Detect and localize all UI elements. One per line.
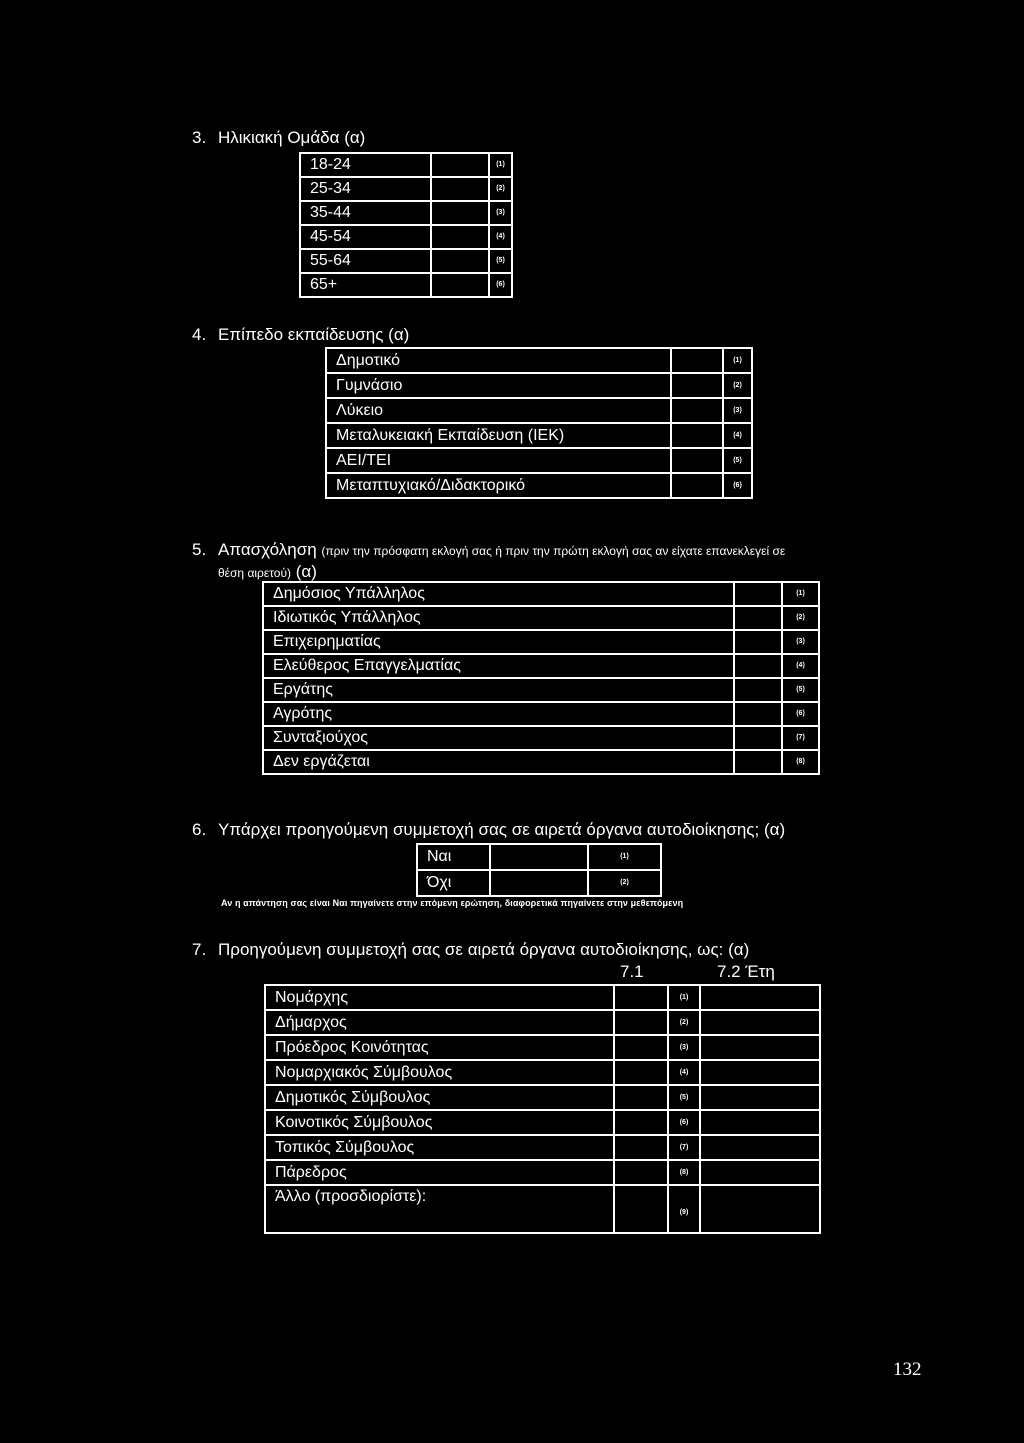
- answer-box[interactable]: [431, 201, 489, 225]
- years-box[interactable]: [700, 1185, 820, 1233]
- option-code: (8): [668, 1160, 700, 1185]
- question-text: Απασχόληση: [218, 540, 317, 559]
- question-text: Επίπεδο εκπαίδευσης (α): [218, 325, 410, 344]
- option-label: Ναι: [417, 844, 490, 870]
- question-text: Υπάρχει προηγούμενη συμμετοχή σας σε αιρετά όργανα αυτοδιοίκησης; (α): [218, 820, 786, 839]
- table-row: [326, 423, 752, 448]
- question-6-title: [192, 820, 785, 840]
- table-row: [300, 249, 512, 273]
- answer-box[interactable]: [734, 702, 782, 726]
- option-label: Πρόεδρος Κοινότητας: [265, 1035, 614, 1060]
- years-box[interactable]: [700, 1085, 820, 1110]
- question-number: 5.: [192, 540, 207, 559]
- answer-box[interactable]: [614, 1185, 668, 1233]
- question-4-title: [192, 325, 409, 345]
- answer-box[interactable]: [671, 473, 723, 498]
- option-code: (5): [723, 448, 752, 473]
- option-label: Δημοτικός Σύμβουλος: [265, 1085, 614, 1110]
- option-code: (4): [668, 1060, 700, 1085]
- table-row: [265, 1085, 820, 1110]
- answer-box[interactable]: [671, 448, 723, 473]
- option-code: (5): [668, 1085, 700, 1110]
- option-code: (9): [668, 1185, 700, 1233]
- option-code: (6): [489, 273, 512, 297]
- option-label: Τοπικός Σύμβουλος: [265, 1135, 614, 1160]
- answer-box[interactable]: [431, 177, 489, 201]
- years-box[interactable]: [700, 1060, 820, 1085]
- table-row: [326, 473, 752, 498]
- option-code: (5): [782, 678, 819, 702]
- question-note: (πριν την πρόσφατη εκλογή σας ή πριν την πρώτη εκλογή σας αν είχατε επανεκλεγεί σε: [321, 544, 786, 558]
- years-box[interactable]: [700, 1110, 820, 1135]
- answer-box[interactable]: [671, 398, 723, 423]
- table-row: [263, 630, 819, 654]
- option-code: (3): [489, 201, 512, 225]
- table-row: [300, 273, 512, 297]
- answer-box[interactable]: [431, 273, 489, 297]
- option-label: Δεν εργάζεται: [263, 750, 734, 774]
- age-group-table: [299, 152, 513, 298]
- option-label: Ιδιωτικός Υπάλληλος: [263, 606, 734, 630]
- years-box[interactable]: [700, 985, 820, 1010]
- option-label: Μεταπτυχιακό/Διδακτορικό: [326, 473, 671, 498]
- answer-box[interactable]: [614, 1085, 668, 1110]
- answer-box[interactable]: [734, 726, 782, 750]
- table-row: [263, 750, 819, 774]
- option-code: (5): [489, 249, 512, 273]
- option-code: (1): [723, 348, 752, 373]
- table-row: [417, 844, 661, 870]
- option-label: 55-64: [300, 249, 431, 273]
- option-label: 25-34: [300, 177, 431, 201]
- answer-box[interactable]: [614, 1160, 668, 1185]
- option-code: (1): [588, 844, 661, 870]
- option-label: 35-44: [300, 201, 431, 225]
- option-code: (7): [668, 1135, 700, 1160]
- page-number: 132: [893, 1359, 922, 1380]
- option-label: Δημόσιος Υπάλληλος: [263, 582, 734, 606]
- option-code: (4): [782, 654, 819, 678]
- table-row: [265, 1060, 820, 1085]
- table-row: [265, 1110, 820, 1135]
- option-label: Λύκειο: [326, 398, 671, 423]
- option-code: (1): [668, 985, 700, 1010]
- option-code: (7): [782, 726, 819, 750]
- question-number: 3.: [192, 128, 207, 147]
- option-code: (2): [668, 1010, 700, 1035]
- option-code: (3): [723, 398, 752, 423]
- employment-table: [262, 581, 820, 775]
- option-label: Δήμαρχος: [265, 1010, 614, 1035]
- option-code: (3): [782, 630, 819, 654]
- answer-box[interactable]: [614, 985, 668, 1010]
- table-row: [263, 606, 819, 630]
- option-code: (6): [782, 702, 819, 726]
- table-row: [265, 1035, 820, 1060]
- question-number: 7.: [192, 940, 207, 959]
- prior-roles-table: [264, 984, 821, 1234]
- table-row: [326, 373, 752, 398]
- answer-box[interactable]: [734, 750, 782, 774]
- option-label: 45-54: [300, 225, 431, 249]
- question-5-title-continued: [218, 562, 317, 583]
- question-5-title: [192, 540, 785, 561]
- table-row: [265, 1135, 820, 1160]
- option-label: Κοινοτικός Σύμβουλος: [265, 1110, 614, 1135]
- option-code: (2): [723, 373, 752, 398]
- option-label: Μεταλυκειακή Εκπαίδευση (IEK): [326, 423, 671, 448]
- answer-box[interactable]: [614, 1110, 668, 1135]
- answer-box[interactable]: [431, 249, 489, 273]
- question-number: 6.: [192, 820, 207, 839]
- table-row: [417, 870, 661, 896]
- table-row: [263, 582, 819, 606]
- years-box[interactable]: [700, 1135, 820, 1160]
- table-row: [263, 726, 819, 750]
- answer-box[interactable]: [614, 1060, 668, 1085]
- question-3-title: [192, 128, 365, 148]
- table-row: [263, 678, 819, 702]
- option-code: (6): [668, 1110, 700, 1135]
- column-header-7-2: 7.2 Έτη: [717, 962, 775, 981]
- table-row: [300, 201, 512, 225]
- answer-box[interactable]: [734, 606, 782, 630]
- table-row: [265, 1160, 820, 1185]
- answer-box[interactable]: [734, 654, 782, 678]
- question-7-title: [192, 940, 749, 960]
- option-label: Αγρότης: [263, 702, 734, 726]
- years-box[interactable]: [700, 1160, 820, 1185]
- answer-box[interactable]: [671, 348, 723, 373]
- years-box[interactable]: [700, 1010, 820, 1035]
- option-label: Συνταξιούχος: [263, 726, 734, 750]
- table-row: [326, 348, 752, 373]
- answer-box[interactable]: [614, 1135, 668, 1160]
- years-box[interactable]: [700, 1035, 820, 1060]
- table-row: [326, 448, 752, 473]
- option-code: (1): [782, 582, 819, 606]
- option-label: Πάρεδρος: [265, 1160, 614, 1185]
- option-code: (2): [588, 870, 661, 896]
- option-code: (2): [489, 177, 512, 201]
- answer-box[interactable]: [734, 630, 782, 654]
- answer-box[interactable]: [431, 153, 489, 177]
- education-level-table: [325, 347, 753, 499]
- table-row: [265, 1185, 820, 1233]
- skip-instruction: Αν η απάντηση σας είναι Ναι πηγαίνετε στην επόμενη ερώτηση, διαφορετικά πηγαίνετε στην μεθεπόμενη: [221, 898, 684, 908]
- table-row: [265, 985, 820, 1010]
- question-note: θέση αιρετού): [218, 566, 292, 580]
- table-row: [300, 177, 512, 201]
- option-label: Ελεύθερος Επαγγελματίας: [263, 654, 734, 678]
- option-code: (6): [723, 473, 752, 498]
- answer-box[interactable]: [734, 582, 782, 606]
- option-label: Επιχειρηματίας: [263, 630, 734, 654]
- table-row: [326, 398, 752, 423]
- table-row: [300, 225, 512, 249]
- question-number: 4.: [192, 325, 207, 344]
- answer-box[interactable]: [431, 225, 489, 249]
- table-row: [300, 153, 512, 177]
- table-row: [263, 654, 819, 678]
- option-label: Άλλο (προσδιορίστε):: [265, 1185, 614, 1233]
- option-code: (3): [668, 1035, 700, 1060]
- option-code: (1): [489, 153, 512, 177]
- prior-participation-table: [416, 843, 662, 897]
- table-row: [263, 702, 819, 726]
- option-label: 65+: [300, 273, 431, 297]
- option-label: Νομάρχης: [265, 985, 614, 1010]
- option-label: ΑΕΙ/ΤΕΙ: [326, 448, 671, 473]
- column-header-7-1: 7.1: [620, 962, 644, 981]
- option-label: Δημοτικό: [326, 348, 671, 373]
- option-label: Όχι: [417, 870, 490, 896]
- option-label: 18-24: [300, 153, 431, 177]
- option-code: (4): [723, 423, 752, 448]
- table-row: [265, 1010, 820, 1035]
- option-code: (2): [782, 606, 819, 630]
- answer-box[interactable]: [671, 373, 723, 398]
- option-label: Γυμνάσιο: [326, 373, 671, 398]
- answer-box[interactable]: [671, 423, 723, 448]
- option-label: Νομαρχιακός Σύμβουλος: [265, 1060, 614, 1085]
- option-label: Εργάτης: [263, 678, 734, 702]
- answer-box[interactable]: [490, 844, 588, 870]
- answer-box[interactable]: [614, 1010, 668, 1035]
- question-suffix: (α): [295, 562, 317, 581]
- answer-box[interactable]: [614, 1035, 668, 1060]
- answer-box[interactable]: [490, 870, 588, 896]
- option-code: (4): [489, 225, 512, 249]
- option-code: (8): [782, 750, 819, 774]
- question-text: Προηγούμενη συμμετοχή σας σε αιρετά όργανα αυτοδιοίκησης, ως: (α): [218, 940, 750, 959]
- question-text: Ηλικιακή Ομάδα (α): [218, 128, 366, 147]
- answer-box[interactable]: [734, 678, 782, 702]
